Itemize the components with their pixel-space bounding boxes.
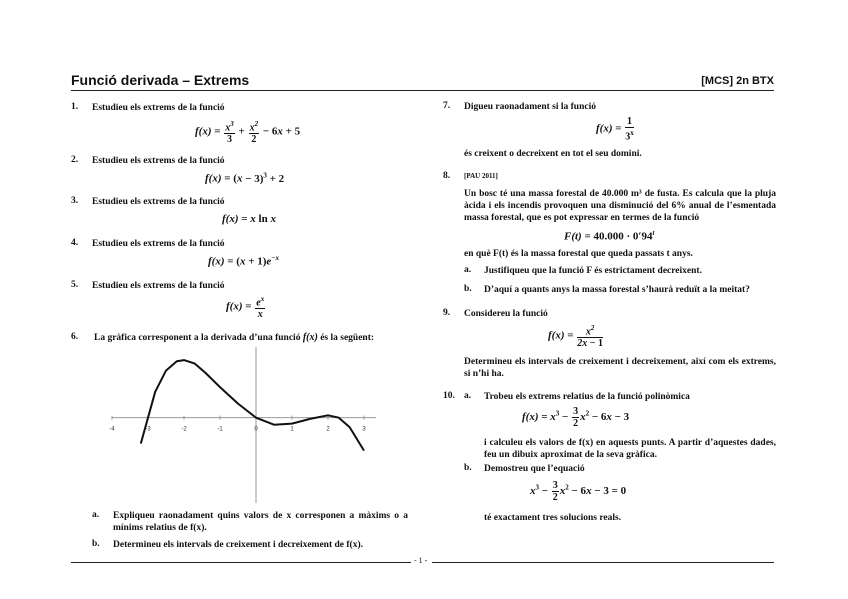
page-title: Funció derivada – Extrems bbox=[71, 72, 250, 88]
q6-text-before: La gràfica corresponent a la derivada d’una funció bbox=[94, 333, 301, 343]
x-tick-label: 1 bbox=[290, 426, 294, 433]
q9-text: Considereu la funció bbox=[464, 309, 548, 319]
x-tick-label: -3 bbox=[145, 426, 151, 433]
q7-text: Digueu raonadament si la funció bbox=[464, 102, 596, 112]
x-tick-label: -2 bbox=[181, 426, 187, 433]
q7-after: és creixent o decreixent en tot el seu domini. bbox=[464, 149, 642, 159]
q8b-text: D’aquí a quants anys la massa forestal s’haurà reduït a la meitat? bbox=[484, 285, 750, 295]
q8-tag: [PAU 2011] bbox=[464, 172, 498, 180]
q3-formula: f(x) = x ln x bbox=[222, 213, 276, 225]
x-tick-label: 0 bbox=[254, 426, 258, 433]
q8-formula: $F(t) = 40.000 \cdot 0'94^t$ bbox=[564, 229, 655, 243]
x-tick-label: -4 bbox=[109, 426, 115, 433]
q4-formula: $f(x) = (x + 1)e^{-x}$ bbox=[208, 254, 280, 268]
q10a-label: a. bbox=[464, 391, 472, 401]
q8-text: Un bosc té una massa forestal de 40.000 m³ de fusta. Es calcula que la pluja àcida i els incendis provoquen una disminució del 6% anual de l’esmentada massa forestal, que es pot expressar en termes de la funció bbox=[464, 189, 776, 223]
q6a-text: Expliqueu raonadament quins valors de x corresponen a màxims o a mínims relatius de f(x). bbox=[113, 511, 408, 533]
q10a-text: Trobeu els extrems relatius de la funció polinòmica bbox=[484, 392, 690, 402]
q2-formula: $f(x) = (x - 3)^3 + 2$ bbox=[205, 171, 285, 185]
q6b-text: Determineu els intervals de creixement i decreixement de f(x). bbox=[113, 540, 363, 550]
q10b-label: b. bbox=[464, 463, 472, 473]
q6-number: 6. bbox=[71, 332, 79, 342]
q5-number: 5. bbox=[71, 280, 79, 290]
q7-formula: f(x) = $\frac{1}{3^x}$ bbox=[596, 116, 634, 143]
q10b-formula: $x^3$ − $\frac{3}{2}$ $x^2 - 6x - 3 = 0$ bbox=[530, 480, 627, 503]
derivative-graph bbox=[100, 345, 380, 505]
q1-number: 1. bbox=[71, 102, 79, 112]
x-tick-label: -1 bbox=[217, 426, 223, 433]
derivative-curve bbox=[141, 360, 364, 451]
q8-after: en què F(t) és la massa forestal que queda passats t anys. bbox=[464, 249, 693, 259]
footer-rule-right bbox=[432, 562, 774, 563]
q9-formula: f(x) = $\frac{x^2}{2x - 1}$ bbox=[548, 324, 603, 350]
x-tick-label: 2 bbox=[326, 426, 330, 433]
q3-text: Estudieu els extrems de la funció bbox=[92, 197, 225, 207]
q5-formula: f(x) = $\frac{e^x}{x}$ bbox=[226, 295, 265, 321]
q10a-formula: $f(x) = x^3$ − $\frac{3}{2}$ $x^2 - 6x - 3$ bbox=[522, 406, 630, 429]
x-tick-label: 3 bbox=[362, 426, 366, 433]
q6-fx: f(x) bbox=[302, 332, 318, 343]
q7-number: 7. bbox=[443, 101, 451, 111]
q9-number: 9. bbox=[443, 308, 451, 318]
q5-text: Estudieu els extrems de la funció bbox=[92, 281, 225, 291]
q10-number: 10. bbox=[443, 391, 455, 401]
q6-text-after: és la següent: bbox=[320, 333, 375, 343]
q6-text bbox=[94, 332, 374, 344]
q8a-text: Justifiqueu que la funció F és estrictament decreixent. bbox=[484, 266, 702, 276]
q10b-after: té exactament tres solucions reals. bbox=[484, 513, 622, 523]
q4-number: 4. bbox=[71, 238, 79, 248]
header-rule bbox=[71, 90, 774, 91]
q2-number: 2. bbox=[71, 155, 79, 165]
footer-rule-left bbox=[71, 562, 411, 563]
q1-formula: f(x) = $\frac{x^3}{3}$ + $\frac{x^2}{2}$ − 6x + 5 bbox=[195, 120, 301, 146]
q4-text: Estudieu els extrems de la funció bbox=[92, 239, 225, 249]
course-code: [MCS] 2n BTX bbox=[701, 75, 774, 87]
q2-text: Estudieu els extrems de la funció bbox=[92, 156, 225, 166]
q10a-after: i calculeu els valors de f(x) en aquests punts. A partir d’aquestes dades, feu un dibuix aproximat de la seva gràfica. bbox=[484, 438, 776, 460]
page-number: - 1 - bbox=[414, 556, 428, 565]
q1-text: Estudieu els extrems de la funció bbox=[92, 103, 225, 113]
q9-after: Determineu els intervals de creixement i decreixement, així com els extrems, si n’hi ha. bbox=[464, 357, 776, 379]
q8-number: 8. bbox=[443, 171, 451, 181]
q10b-text: Demostreu que l’equació bbox=[484, 464, 585, 474]
q8b-label: b. bbox=[464, 284, 472, 294]
q6a-label: a. bbox=[92, 510, 100, 520]
q6b-label: b. bbox=[92, 539, 100, 549]
q8a-label: a. bbox=[464, 265, 472, 275]
q3-number: 3. bbox=[71, 196, 79, 206]
